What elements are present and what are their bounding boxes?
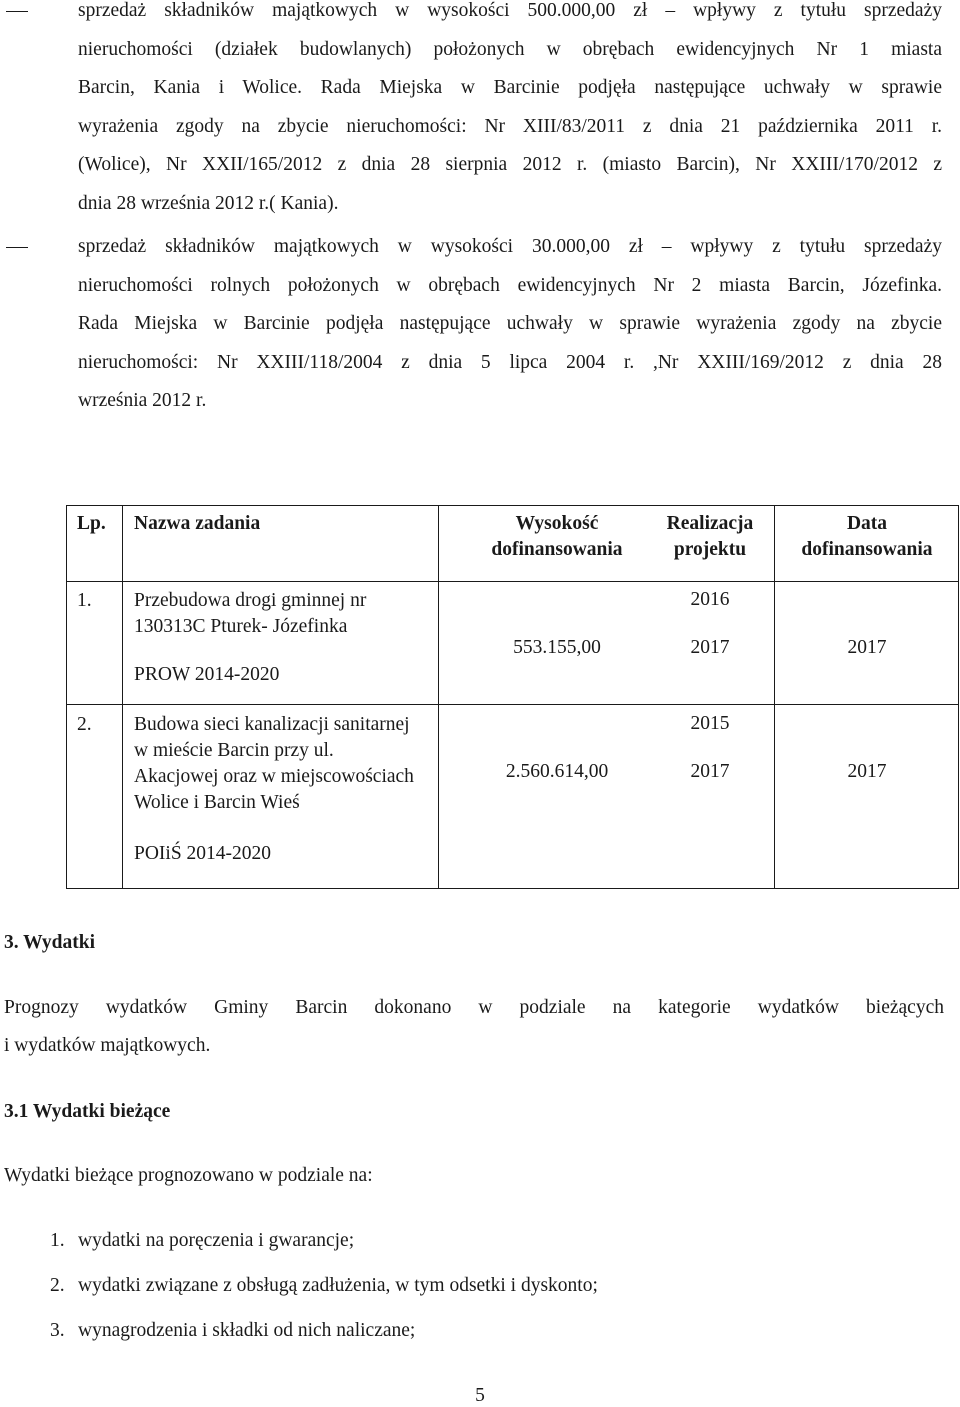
page-number: 5 [475, 1385, 485, 1406]
list-item [50, 1320, 415, 1342]
list-item [50, 1275, 598, 1297]
header-realization-line: projektu [673, 539, 747, 560]
row-2-program: POIiŚ 2014-2020 [134, 843, 272, 864]
row-1-date: 2017 [847, 637, 887, 658]
section-3-paragraph [4, 989, 944, 1065]
header-date-line: dofinansowania [801, 539, 933, 560]
column-divider [122, 506, 123, 888]
list-item [50, 1230, 354, 1252]
row-2-date: 2017 [847, 761, 887, 782]
row-1-lp: 1. [77, 590, 92, 611]
text-line: nieruchomości (działek budowlanych) położonych w obrębach ewidencyjnych Nr 1 miasta [78, 38, 942, 60]
row-1-name-line: 130313C Pturek- Józefinka [134, 616, 348, 637]
text-line: (Wolice), Nr XXII/165/2012 z dnia 28 sierpnia 2012 r. (miasto Barcin), Nr XXIII/170/2012 z [78, 154, 942, 175]
list-text: wydatki związane z obsługą zadłużenia, w tym odsetki i dyskonto; [78, 1275, 598, 1296]
column-divider [774, 506, 775, 888]
header-divider [67, 581, 958, 582]
row-2-realization-start: 2015 [690, 713, 730, 734]
text-line: wyrażenia zgody na zbycie nieruchomości: Nr XIII/83/2011 z dnia 21 października 2011 r. [78, 115, 942, 137]
row-2-name-line: Wolice i Barcin Wieś [134, 792, 300, 813]
section-3-1-title: 3.1 Wydatki bieżące [4, 1101, 171, 1122]
header-name: Nazwa zadania [134, 513, 261, 534]
row-divider [67, 704, 958, 705]
header-date [777, 511, 957, 563]
list-number: 3. [50, 1320, 65, 1341]
header-amount-line: Wysokość [515, 513, 599, 534]
list-text: wydatki na poręczenia i gwarancje; [78, 1230, 355, 1251]
row-1-realization-end: 2017 [690, 637, 730, 658]
text-line: Rada Miejska w Barcinie podjęła następujące uchwały w sprawie wyrażenia zgody na zbycie [78, 313, 942, 334]
header-date-line: Data [846, 513, 888, 534]
row-1-program: PROW 2014-2020 [134, 664, 280, 685]
text-line: sprzedaż składników majątkowych w wysokości 30.000,00 zł – wpływy z tytułu sprzedaży [78, 236, 942, 257]
row-1-realization-start: 2016 [690, 589, 730, 610]
income-item-1 [0, 0, 942, 223]
text-line: sprzedaż składników majątkowych w wysokości 500.000,00 zł – wpływy z tytułu sprzedaży [78, 0, 942, 21]
section-3-title: 3. Wydatki [4, 932, 96, 953]
row-2-name-line: Budowa sieci kanalizacji sanitarnej [134, 714, 410, 735]
text-line: września 2012 r. [78, 390, 207, 411]
row-2-realization-end: 2017 [690, 761, 730, 782]
text-line: i wydatków majątkowych. [4, 1035, 211, 1056]
header-lp: Lp. [77, 513, 106, 534]
text-line: dnia 28 września 2012 r.( Kania). [78, 192, 339, 214]
list-number: 2. [50, 1275, 65, 1296]
row-2-name-line: Akacjowej oraz w miejscowościach [134, 766, 414, 787]
section-3-1-intro: Wydatki bieżące prognozowano w podziale na: [4, 1165, 373, 1186]
row-1-name [134, 588, 366, 640]
row-2-name-line: w mieście Barcin przy ul. [134, 740, 334, 761]
text-line: Prognozy wydatków Gminy Barcin dokonano w podziale na kategorie wydatków bieżących [4, 997, 944, 1018]
row-1-amount: 553.155,00 [513, 637, 601, 658]
header-realization-line: Realizacja [666, 513, 754, 534]
row-1-name-line: Przebudowa drogi gminnej nr [134, 590, 367, 611]
text-line: nieruchomości: Nr XXIII/118/2004 z dnia 5 lipca 2004 r. ,Nr XXIII/169/2012 z dnia 28 [78, 351, 942, 373]
row-2-amount: 2.560.614,00 [505, 761, 609, 782]
text-line: Barcin, Kania i Wolice. Rada Miejska w Barcinie podjęła następujące uchwały w sprawie [78, 77, 942, 98]
header-realization [635, 511, 785, 563]
header-amount [457, 511, 657, 563]
row-2-lp: 2. [77, 714, 92, 735]
header-amount-line: dofinansowania [491, 539, 623, 560]
list-text: wynagrodzenia i składki od nich naliczane; [78, 1320, 416, 1341]
list-number: 1. [50, 1230, 65, 1251]
column-divider [438, 506, 439, 888]
income-item-2 [0, 228, 942, 421]
text-line: nieruchomości rolnych położonych w obrębach ewidencyjnych Nr 2 miasta Barcin, Józefinka. [78, 274, 942, 296]
row-2-name [134, 712, 414, 816]
projects-table [66, 505, 959, 889]
